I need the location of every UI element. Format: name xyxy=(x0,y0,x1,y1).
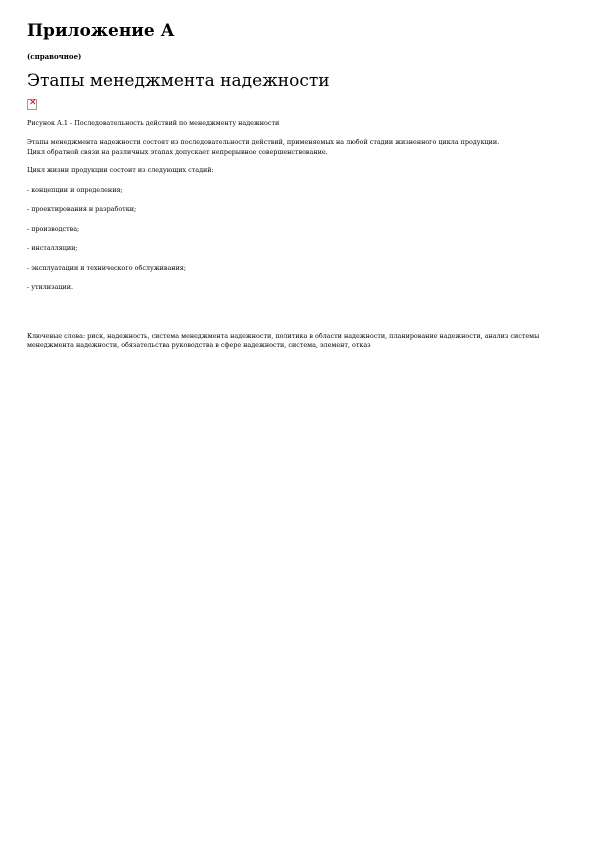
lifecycle-intro: Цикл жизни продукции состоит из следующих стадий: xyxy=(27,166,214,174)
document-page xyxy=(27,20,567,351)
intro-line-1: Этапы менеджмента надежности состоят из последовательности действий, применяемых на любой стадии жизненного цикла продукции. xyxy=(27,138,500,146)
figure-caption: Рисунок А.1 - Последовательность действий по менеджменту надежности xyxy=(27,119,280,127)
lifecycle-item: - инсталляции; xyxy=(27,244,78,252)
lifecycle-item: - утилизации. xyxy=(27,283,74,291)
broken-image-icon xyxy=(27,99,37,110)
lifecycle-item: - концепции и определения; xyxy=(27,185,123,194)
lifecycle-item: - проектирования и разработки; xyxy=(27,205,137,213)
appendix-title: Приложение А xyxy=(27,21,175,41)
intro-line-2: Цикл обратной связи на различных этапах допускает непрерывное совершенствование. xyxy=(27,147,328,156)
lifecycle-item: - эксплуатации и технического обслуживания; xyxy=(27,263,186,272)
lifecycle-item: - производства; xyxy=(27,224,80,233)
broken-image-x-icon: ✕ xyxy=(29,98,37,108)
appendix-note: (справочное) xyxy=(27,52,82,61)
keywords-paragraph: Ключевые слова: риск, надежность, система менеджмента надежности, политика в области надежности, планирование надежности, анализ системы менеджмента надежности, обязательства руководства в сфере надежности, система, элемент, отказ xyxy=(27,331,540,349)
section-title: Этапы менеджмента надежности xyxy=(27,71,330,91)
intro-paragraph xyxy=(27,138,567,157)
